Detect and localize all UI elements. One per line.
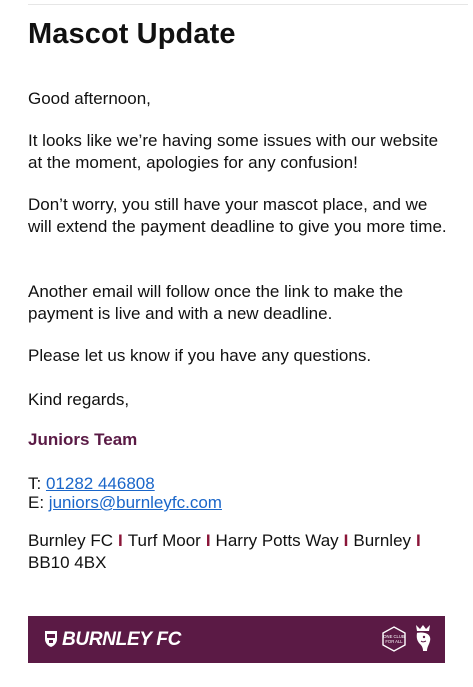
- greeting: Good afternoon,: [28, 89, 151, 108]
- one-club-for-all-badge-icon: [381, 626, 407, 652]
- premier-league-lion-icon: [412, 623, 434, 655]
- address-separator: I: [343, 531, 349, 550]
- address-block: [28, 530, 448, 574]
- signoff: Kind regards,: [28, 390, 130, 409]
- email-link[interactable]: juniors@burnleyfc.com: [48, 493, 222, 512]
- address-part-ground: Turf Moor: [127, 531, 201, 550]
- phone-link[interactable]: 01282 446808: [45, 474, 155, 493]
- address-separator: I: [416, 531, 421, 550]
- footer-brand: BURNLEY FC: [62, 629, 182, 650]
- svg-text:FOR ALL: FOR ALL: [385, 639, 403, 644]
- email-label: E:: [28, 493, 45, 512]
- phone-label: T:: [28, 474, 42, 493]
- address-part-street: Harry Potts Way: [215, 531, 339, 550]
- svg-text:ONE CLUB: ONE CLUB: [383, 634, 405, 639]
- paragraph-issues: It looks like we’re having some issues with our website at the moment, apologies for any confusion!: [28, 131, 439, 172]
- address-part-town: Burnley: [353, 531, 412, 550]
- address-postcode: BB10 4BX: [28, 553, 107, 572]
- signature-name: Juniors Team: [28, 430, 138, 449]
- paragraph-follow-up: Another email will follow once the link to make the payment is live and with a new deadline.: [28, 282, 404, 323]
- contact-phone-row: [28, 474, 155, 494]
- paragraph-mascot-place: Don’t worry, you still have your mascot place, and we will extend the payment deadline to give you more time.: [28, 195, 447, 236]
- paragraph-questions: Please let us know if you have any questions.: [28, 346, 372, 365]
- contact-email-row: [28, 493, 222, 513]
- footer-banner: [28, 616, 445, 663]
- address-separator: I: [205, 531, 211, 550]
- top-divider: [28, 4, 468, 5]
- address-separator: I: [118, 531, 123, 550]
- address-part-club: Burnley FC: [28, 531, 114, 550]
- club-crest-icon: [44, 630, 58, 648]
- email-title: Mascot Update: [28, 18, 236, 50]
